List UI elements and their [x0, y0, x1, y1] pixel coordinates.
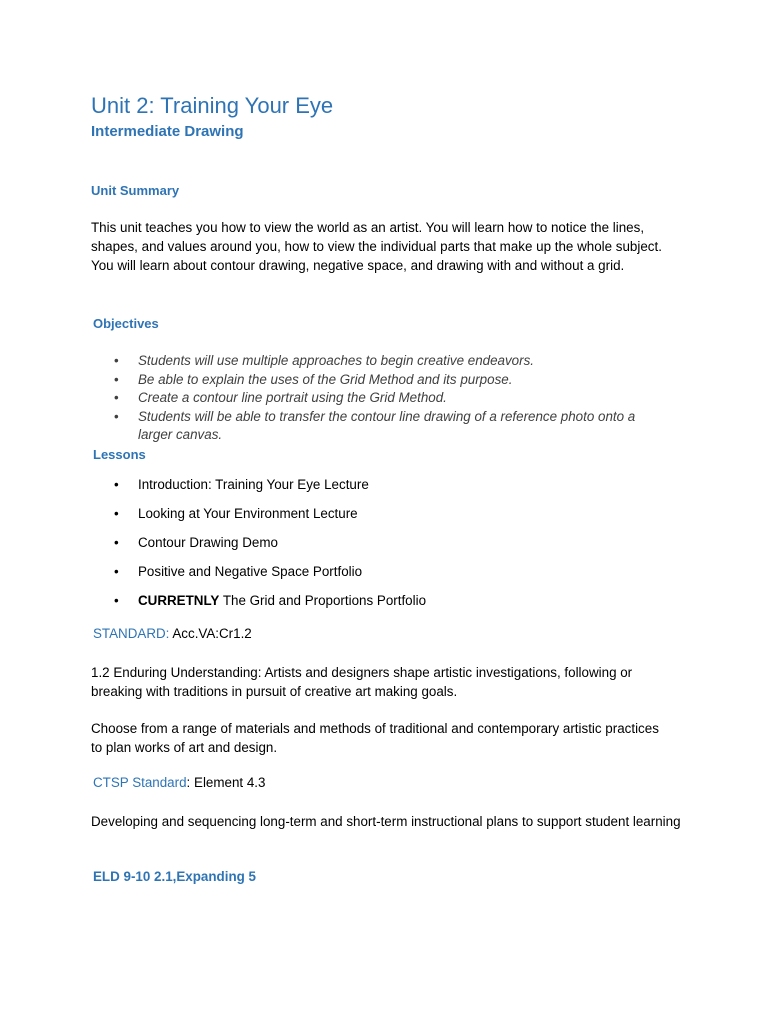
list-item: • Introduction: Training Your Eye Lecture: [114, 477, 369, 492]
list-item: • Positive and Negative Space Portfolio: [114, 564, 363, 579]
standard-value: Acc.VA:Cr1.2: [172, 626, 252, 641]
standard-label: STANDARD:: [93, 626, 170, 641]
list-item: • CURRETNLY The Grid and Proportions Portfolio: [114, 593, 427, 608]
ctsp-line: CTSP Standard: Element 4.3: [93, 775, 266, 790]
objectives-heading: Objectives: [93, 316, 159, 331]
list-item: • Students will be able to transfer the contour line drawing of a reference photo onto a larger canvas.: [114, 408, 636, 442]
list-item: • Contour Drawing Demo: [114, 535, 278, 550]
ctsp-label: CTSP Standard: [93, 775, 187, 790]
eld-standard: ELD 9-10 2.1,Expanding 5: [93, 869, 256, 884]
lessons-heading: Lessons: [93, 447, 146, 462]
ctsp-value: Element 4.3: [194, 775, 266, 790]
unit-title: Unit 2: Training Your Eye: [91, 93, 334, 118]
lessons-list: [114, 475, 426, 620]
unit-subtitle: Intermediate Drawing: [91, 123, 244, 140]
list-item: • Looking at Your Environment Lecture: [114, 506, 358, 521]
standard-line: [93, 626, 252, 641]
list-item: • Students will use multiple approaches to begin creative endeavors.: [114, 353, 534, 368]
unit-summary-heading: Unit Summary: [91, 183, 180, 198]
unit-summary-text: This unit teaches you how to view the world as an artist. You will learn how to notice the lines, shapes, and values around you, how to view the individual parts that make up the whole subject. You will learn about contour drawing, negative space, and drawing with and without a grid.: [91, 220, 662, 273]
list-item: • Be able to explain the uses of the Grid Method and its purpose.: [114, 371, 513, 387]
standard-description: Choose from a range of materials and methods of traditional and contemporary artistic practices to plan works of art and design.: [91, 721, 659, 755]
enduring-understanding: 1.2 Enduring Understanding: Artists and designers shape artistic investigations, following or breaking with traditions in pursuit of creative art making goals.: [91, 665, 633, 699]
objectives-list: [114, 352, 668, 445]
ctsp-description: Developing and sequencing long-term and short-term instructional plans to support student learning: [91, 814, 681, 829]
list-item: • Create a contour line portrait using the Grid Method.: [114, 390, 447, 405]
